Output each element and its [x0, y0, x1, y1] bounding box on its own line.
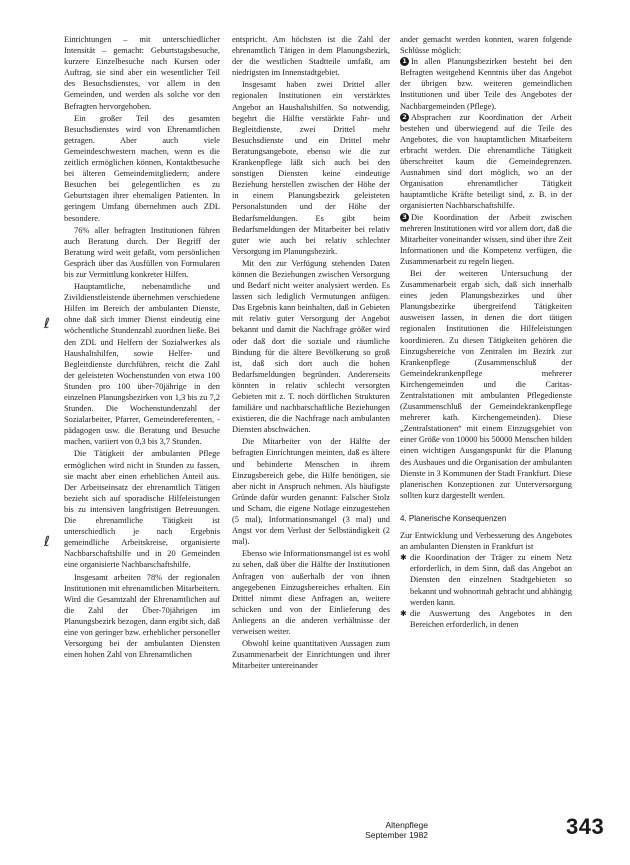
body-paragraph: Ebenso wie Informationsmangel ist es wohl zu sehen, daß über die Hälfte der Institutionen Anfragen von außerhalb der von ihnen angegebenen Einzugsbereiches erhalten. Ein Drittel nimmt diese Anfragen an, weitere schicken und von der Einlieferung des Anliegens an die anderen verhältnisse der verweisen weiter.: [232, 549, 390, 636]
journal-issue-date: September 1982: [365, 830, 428, 840]
bullet-item: [400, 552, 572, 607]
body-paragraph: Die Mitarbeiter von der Hälfte der befragten Einrichtungen meinten, daß es ältere und behinderte Menschen in ihrem Einzugsbereich gebe, die Hilfe benötigen, sie aber nicht in Anspruch nehmen. Als häufigste Gründe dafür wurden genannt: Falscher Stolz und Scham, die eigene Notlage einzugestehen (5 mal), Informationsmangel (3 mal) und Angst vor dem Verlust der Selbständigkeit (2 mal).: [232, 437, 390, 547]
numbered-point-text: Absprachen zur Koordination der Arbeit bestehen und überwiegend auf die Teile des Angebotes, die von hauptamtlichen Mitarbeitern erbracht werden. Die ehrenamtliche Tätigkeit überschreitet kaum die Gemeindegrenzen. Ausnahmen sind dort möglich, wo an der Organisation ehrenamtlicher Tätigkeit hauptamtliche Kräfte beteiligt sind, z. B. in der organisierten Nachbarschaftshilfe.: [400, 112, 572, 211]
asterisk-bullet-icon: ✱: [400, 553, 407, 563]
body-paragraph: 76% aller befragten Institutionen führen auch Beratung durch. Der Begriff der Beratung wird weit gefaßt, vom persönlichen Gespräch über das Ausfüllen von Formularen bis zur Vermittlung konkreter Hilfen.: [64, 225, 220, 279]
numbered-point: [400, 212, 572, 267]
body-paragraph: Obwohl keine quantitativen Aussagen zum Zusammenarbeit der Einrichtungen und ihrer Mitarbeiter untereinander: [232, 639, 390, 671]
asterisk-bullet-icon: ✱: [400, 608, 407, 618]
number-badge-icon: 2: [400, 113, 409, 122]
numbered-point-text: In allen Planungsbezirken besteht bei den Befragten weitgehend Kenntnis über das Angebot der übrigen bzw. weiteren gemeindlichen Institutionen und über Teile des Angebotes der Nachbargemeinden (Pflege).: [400, 57, 572, 111]
body-paragraph: Zur Entwicklung und Verbesserung des Angebotes an ambulanten Diensten in Frankfurt ist: [400, 531, 572, 552]
body-paragraph: Hauptamtliche, nebenamtliche und Zivildienstleistende übernehmen verschiedene Hilfen im Bereich der ambulanten Dienste, ohne daß sich immer Dienst eindeutig eine wöchentliche Stundenzahl zuordnen ließe. Bei den ZDL und Helfern der Sozialwerkes als Haushaltshilfen, sowie Helfer- und Begleitdienste durchführen, reicht die Zahl der geleisteten Wochenstunden von etwa 100 Stunden pro 100 über-70jährige in den einzelnen Planungsbezirken von 1,3 bis zu 7,2 Stunden. Die Wochenstundenzahl der Sozialarbeiter, Pfarrer, Gemeindereferenten, -pädagogen usw. die Beratung und Besuche machen, variiert von 0,3 bis 3,7 Stunden.: [64, 282, 220, 447]
body-paragraph: ander gemacht werden konnten, waren folgende Schlüsse möglich:: [400, 35, 572, 56]
text-column-right: [400, 34, 572, 630]
text-column-left: [64, 34, 220, 660]
body-paragraph: Mit den zur Verfügung stehenden Daten können die Beziehungen zwischen Versorgung und Bedarf nicht weiter analysiert werden. Es lassen sich lediglich Vermutungen anfügen. Das Ergebnis kann beinhalten, daß in Gebieten mit relativ guter Versorgung der Angebot bekannt und damit die Nachfrage größer wird oder daß dort die soziale und räumliche Bindung für die ältere Bevölkerung so groß ist, daß sich dort auch die hohen Bedarfsmeldungen begründen. Andererseits könnten in relativ schlecht versorgten Gebieten mit z. T. noch dörflichen Strukturen familiäre und nachbarschaftliche Beziehungen existieren, die die Nachfrage nach ambulanten Diensten abschwächen.: [232, 258, 390, 435]
numbered-point: [400, 56, 572, 111]
numbered-point-text: Die Koordination der Arbeit zwischen mehreren Institutionen wird vor allem dort, daß die Mitarbeiter voneinander wissen, sind über ihre Zeit Informationen und die Kompetenz verfügen, die Zusammenarbeit zu regeln liegen.: [400, 212, 572, 266]
numbered-point: [400, 112, 572, 212]
body-paragraph: entspricht. Am höchsten ist die Zahl der ehrenamtlich Tätigen in dem Planungsbezirk, der die westlichen Stadtteile umfaßt, am niedrigsten im Innenstadtgebiet.: [232, 35, 390, 78]
body-paragraph: Einrichtungen – mit unterschiedlicher Intensität – gemacht: Geburtstagsbesuche, kurzere Einzelbesuche nach Kursen oder Auftrag, sie sind aber ein wesentlicher Teil des Besuchsdienstes, vor allem in den Gemeinden, und werden als solche vor den Befragten hervorgehoben.: [64, 35, 220, 111]
bullet-item: [400, 608, 572, 630]
section-heading: 4. Planerische Konsequenzen: [400, 513, 507, 523]
journal-name: Altenpflege: [385, 820, 428, 830]
body-paragraph: Ein großer Teil des gesamten Besuchsdienstes wird von Ehrenamtlichen getragen. Aber auch viele Gemeindeschwestern machen, wenn es die zeitlich ermöglichen können, Kontaktbesuche bei älteren Gemeindemitgliedern; andere Besuchen bei gelegentlichen es zu Geburtstagen ihrer ehemaligen Patienten. In geringem Umfang übernehmen auch ZDL besondere.: [64, 113, 220, 223]
page-number: 343: [566, 814, 605, 839]
margin-annotation-mark: ℓ: [44, 316, 50, 332]
body-paragraph: Insgesamt haben zwei Drittel aller regionalen Institutionen ein verstärktes Angebot an Haushaltshilfen. So notwendig, begehrt die Hälfte verstärkte Fahr- und Begleitdienste, zwei Drittel mehr Besuchsdienste und ein Drittel mehr Beratungsangebote, ebenso wie die zur Krankenpflege läßt sich auch bei den sonstigen Diensten keine eindeutige Beziehung herstellen zwischen der Höhe der in einem Planungsbezirk geleisteten Personalstunden und der Höhe der Bedarfsmeldungen. Es gibt beim Bedarfsmeldungen der Mitarbeiter bei relativ guter wie auch bei relativ schlechter Versorgung im Planungsbezirk.: [232, 80, 390, 256]
text-column-middle: [232, 34, 390, 671]
bullet-text: die Auswertung des Angebotes in den Bereichen erforderlich, in denen: [410, 608, 572, 629]
number-badge-icon: 1: [400, 57, 409, 66]
body-paragraph: Insgesamt arbeiten 78% der regionalen Institutionen mit ehrenamtlichen Mitarbeitern. Wird die Gesamtzahl der Ehrenamtlichen auf die Zahl der Über-70jährigen im Planungsbezirk bezogen, dann ergibt sich, daß eine von geringer bzw. erheblicher personeller Versorgung bei der ambulanten Diensten einen hohen Zahl von Ehrenamtlichen: [64, 572, 220, 660]
body-paragraph: Die Tätigkeit der ambulanten Pflege ermöglichen wird nicht in Stunden zu fassen, sie macht aber einen erheblichen Anteil aus. Der Arbeitseinsatz der ehrenamtlich Tätigen bezieht sich auf sporadische Hilfeleistungen bis zu intensiven langfristigen Betreuungen. Die ehrenamtliche Tätigkeit ist unterschiedlich je nach Ergebnis gemeindliche Arbeitskreise, organisierte Nachbarschaftshilfe und in 20 Gemeinden eine organisierte Nachbarschaftshilfe.: [64, 449, 220, 570]
bullet-text: die Koordination der Träger zu einem Netz erforderlich, in dem Sinn, daß das Angebot an Diensten den einzelnen Stadtgebieten so bekannt und wohnortnah gebracht und abhängig werden kann.: [410, 553, 572, 607]
body-paragraph: Bei der weiteren Untersuchung der Zusammenarbeit ergab sich, daß sich innerhalb eines jeden Planungsbezirkes und über Planungsbezirke übergreifend Tätigkeiten ausweisen lassen, in denen die dort tätigen regionalen Institutionen die Hilfeleistungen koordinieren. Zu diesen Tätigkeiten gehören die Einzugsbereiche von Zentralen im Bezirk zur Krankenpflege (Zusammenschluß der Gemeindekrankenpflege mehrerer Kirchengemeinden und die Caritas-Zentralstationen mit ambulanten Pflegedienste (Zusammenschluß der Gemeindekrankenpflege mehrerer kath. Kirchengemeinden). Diese „Zentralstationen“ mit einem Einzugsgebiet von einer Größe von 10000 bis 50000 Menschen bilden einen wichtigen Ausgangspunkt für die Planung des Ausbaues und die Organisation der ambulanten Dienste in 3 Kommunen der Stadt Frankfurt. Diese planerischen Konzeptionen zur Unterversorgung sollten kurz dargestellt werden.: [400, 268, 572, 500]
margin-annotation-mark: ℓ: [44, 534, 50, 550]
number-badge-icon: 3: [400, 213, 409, 222]
journal-citation: [365, 820, 428, 840]
